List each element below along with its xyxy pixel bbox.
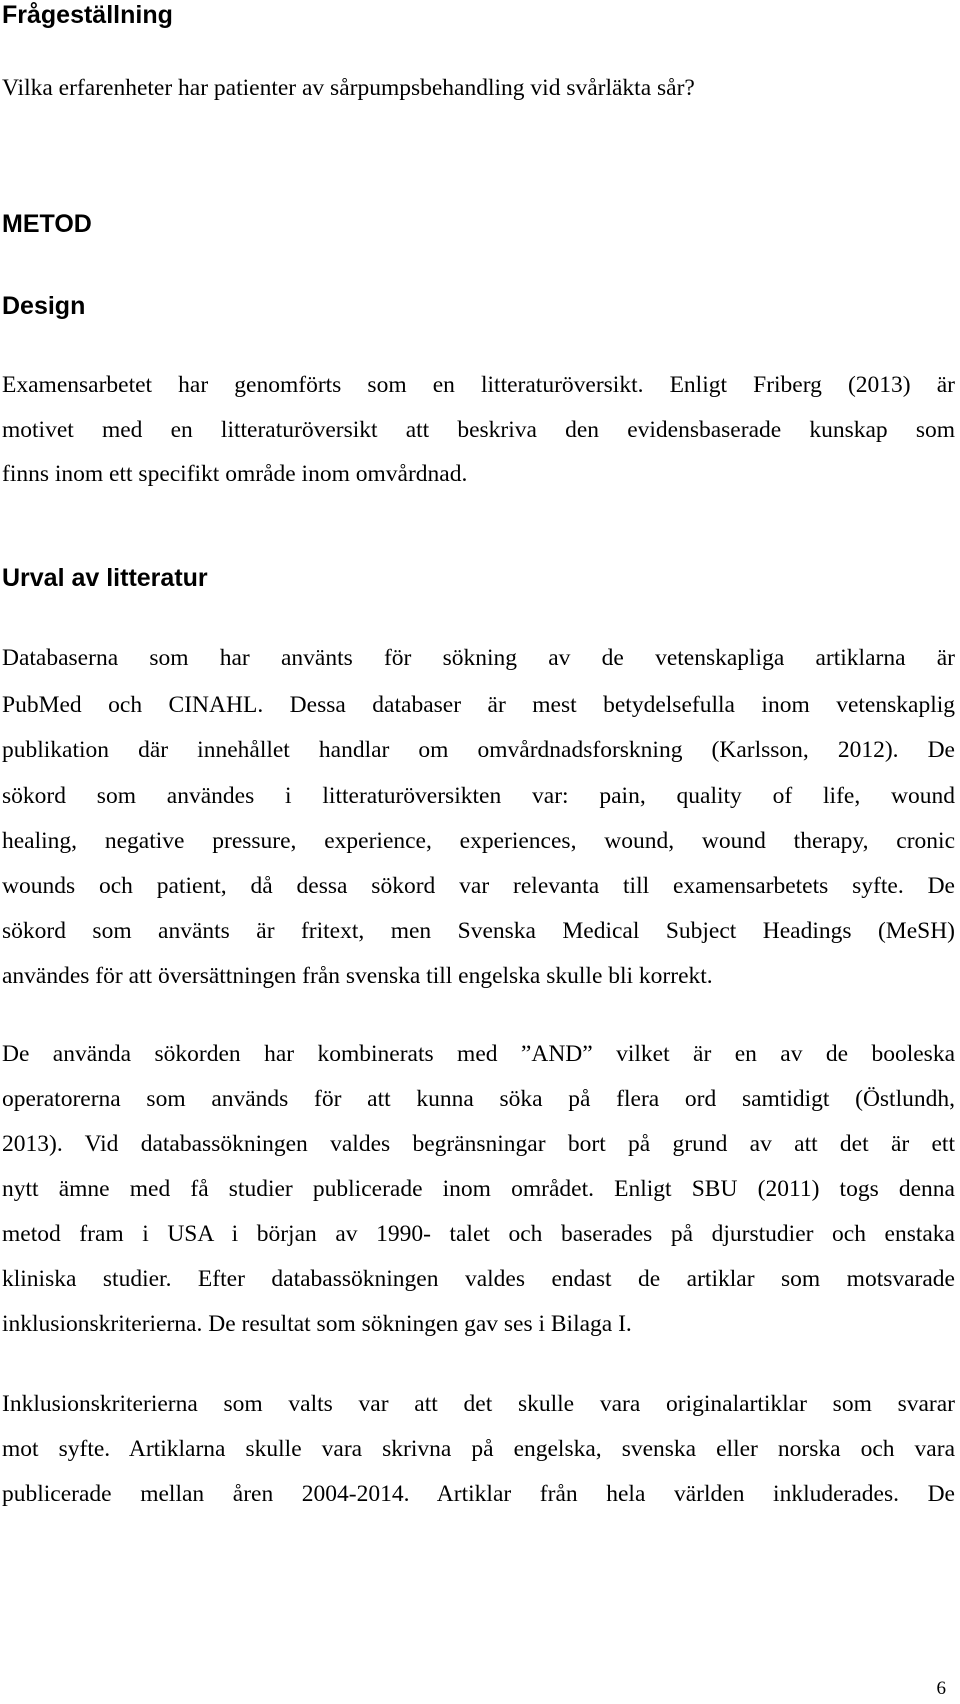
- heading-design: Design: [2, 292, 86, 320]
- urval-p2-line-4: nytt ämne med få studier publicerade inom området. Enligt SBU (2011) togs denna: [2, 1176, 955, 1202]
- urval-p2-line-5: metod fram i USA i början av 1990- talet och baserades på djurstudier och enstaka: [2, 1221, 955, 1247]
- urval-p3-line-2: mot syfte. Artiklarna skulle vara skrivna på engelska, svenska eller norska och vara: [2, 1436, 955, 1462]
- urval-p1-line-5: healing, negative pressure, experience, experiences, wound, wound therapy, cronic: [2, 828, 955, 854]
- research-question: Vilka erfarenheter har patienter av sårpumpsbehandling vid svårläkta sår?: [2, 75, 695, 101]
- urval-p2-line-2: operatorerna som används för att kunna söka på flera ord samtidigt (Östlundh,: [2, 1086, 955, 1112]
- heading-fragestallning: Frågeställning: [2, 1, 173, 29]
- urval-p1-line-6: wounds och patient, då dessa sökord var relevanta till examensarbetets syfte. De: [2, 873, 955, 899]
- urval-p1-line-4: sökord som användes i litteraturöversikten var: pain, quality of life, wound: [2, 783, 955, 809]
- urval-p3-line-3: publicerade mellan åren 2004-2014. Artiklar från hela världen inkluderades. De: [2, 1481, 955, 1507]
- urval-p1-line-2: PubMed och CINAHL. Dessa databaser är mest betydelsefulla inom vetenskaplig: [2, 692, 955, 718]
- urval-p2-line-6: kliniska studier. Efter databassökningen valdes endast de artiklar som motsvarade: [2, 1266, 955, 1292]
- urval-p2-line-3: 2013). Vid databassökningen valdes begränsningar bort på grund av att det är ett: [2, 1131, 955, 1157]
- urval-p1-line-1: Databaserna som har använts för sökning av de vetenskapliga artiklarna är: [2, 645, 955, 671]
- urval-p1-line-8: användes för att översättningen från svenska till engelska skulle bli korrekt.: [2, 963, 713, 989]
- design-line-2: motivet med en litteraturöversikt att beskriva den evidensbaserade kunskap som: [2, 417, 955, 443]
- urval-p1-line-3: publikation där innehållet handlar om omvårdnadsforskning (Karlsson, 2012). De: [2, 737, 955, 763]
- urval-p3-line-1: Inklusionskriterierna som valts var att det skulle vara originalartiklar som svarar: [2, 1391, 955, 1417]
- heading-metod: METOD: [2, 210, 92, 238]
- design-line-3: finns inom ett specifikt område inom omvårdnad.: [2, 461, 468, 487]
- design-line-1: Examensarbetet har genomförts som en litteraturöversikt. Enligt Friberg (2013) är: [2, 372, 955, 398]
- urval-p2-line-7: inklusionskriterierna. De resultat som sökningen gav ses i Bilaga I.: [2, 1311, 632, 1337]
- page-number: 6: [936, 1678, 946, 1699]
- urval-p2-line-1: De använda sökorden har kombinerats med ”AND” vilket är en av de booleska: [2, 1041, 955, 1067]
- urval-p1-line-7: sökord som använts är fritext, men Svenska Medical Subject Headings (MeSH): [2, 918, 955, 944]
- heading-urval: Urval av litteratur: [2, 564, 208, 592]
